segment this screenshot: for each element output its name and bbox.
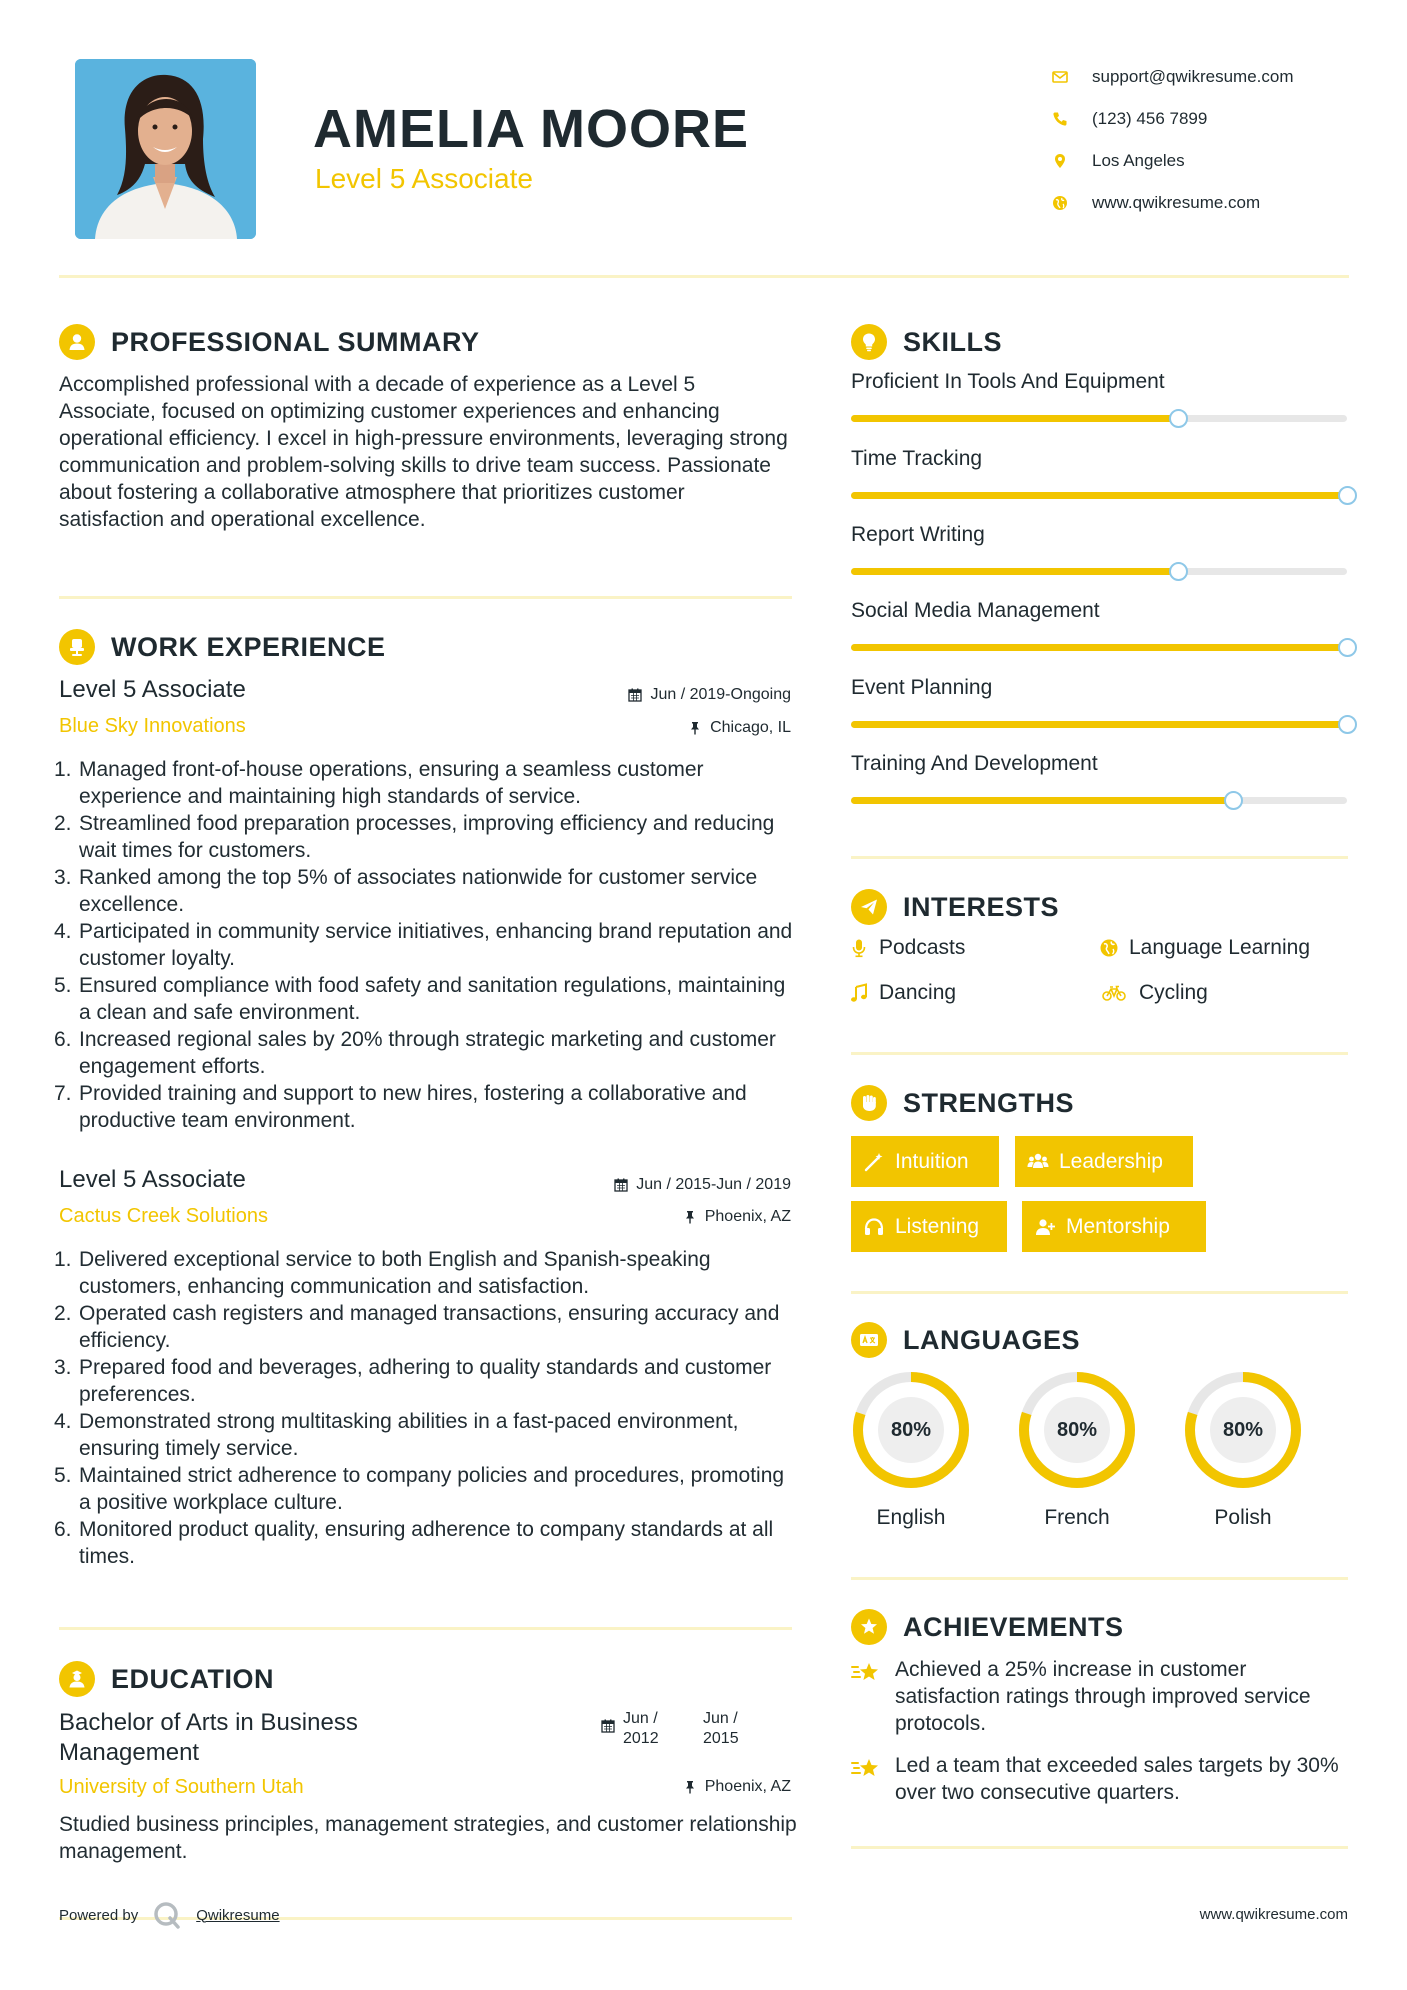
contact-location	[1050, 140, 1380, 182]
list-item: 1. Delivered exceptional service to both English and Spanish-speaking customers, enhancing communication and satisfaction.	[54, 1248, 711, 1298]
graduate-icon	[59, 1661, 95, 1697]
skill-item	[851, 523, 1351, 550]
globe-icon	[1052, 195, 1068, 211]
lightbulb-icon	[851, 324, 887, 360]
skill-track	[851, 797, 1347, 804]
skill-item	[851, 676, 1351, 703]
skill-label: Report Writing	[851, 523, 985, 546]
education-start-year: 2012	[623, 1730, 659, 1747]
job-2-date	[614, 1176, 791, 1194]
skill-label: Social Media Management	[851, 599, 1100, 622]
work-heading	[59, 629, 386, 665]
skill-label: Proficient In Tools And Equipment	[851, 370, 1165, 393]
interest-label: Dancing	[879, 981, 957, 1004]
list-item: 1. Managed front-of-house operations, ensuring a seamless customer experience and maintaining high standards of service.	[54, 758, 704, 808]
contact-website-text: www.qwikresume.com	[1092, 193, 1261, 212]
list-item: 2. Streamlined food preparation processes, improving efficiency and reducing wait times for customers.	[54, 812, 775, 862]
contact-email-text: support@qwikresume.com	[1092, 67, 1294, 86]
skill-label: Training And Development	[851, 752, 1098, 775]
skill-knob	[1338, 715, 1357, 734]
briefcase-chair-icon	[59, 629, 95, 665]
work-divider	[59, 1627, 792, 1630]
list-item: 5. Ensured compliance with food safety and sanitation regulations, maintaining a clean and safe environment.	[54, 974, 786, 1024]
education-location	[683, 1778, 791, 1796]
strength-label: Intuition	[895, 1149, 969, 1173]
raised-fist-icon	[851, 1085, 887, 1121]
user-icon	[59, 324, 95, 360]
footer-powered-by	[59, 1900, 280, 1930]
skill-item	[851, 447, 1351, 474]
list-item: 4. Demonstrated strong multitasking abilities in a fast-paced environment, ensuring timely service.	[54, 1410, 739, 1460]
job-1-responsibilities	[54, 756, 799, 1134]
skill-fill	[851, 568, 1178, 575]
languages-divider	[851, 1577, 1348, 1580]
education-date	[601, 1709, 739, 1749]
contact-location-text: Los Angeles	[1092, 151, 1185, 170]
summary-title: PROFESSIONAL SUMMARY	[111, 326, 480, 357]
shooting-star-icon	[851, 1659, 881, 1687]
pushpin-icon	[683, 1780, 697, 1794]
skill-fill	[851, 415, 1178, 422]
interests-divider	[851, 1052, 1348, 1055]
skill-label: Time Tracking	[851, 447, 983, 470]
skills-title: SKILLS	[903, 326, 1003, 357]
headphones-icon	[863, 1216, 885, 1238]
job-2-location-text: Phoenix, AZ	[704, 1208, 791, 1225]
strength-tag	[1015, 1136, 1193, 1187]
job-2-location	[683, 1208, 791, 1226]
languages-title: LANGUAGES	[903, 1324, 1081, 1355]
profile-photo	[75, 59, 256, 239]
achievement-item	[851, 1752, 1351, 1806]
achievements-divider	[851, 1846, 1348, 1849]
music-note-icon	[849, 983, 869, 1003]
list-item: 3. Ranked among the top 5% of associates nationwide for customer service excellence.	[54, 866, 758, 916]
strength-tag	[1022, 1201, 1206, 1252]
qwikresume-link[interactable]: Qwikresume	[196, 1906, 280, 1924]
powered-by-text: Powered by	[59, 1906, 139, 1924]
achievements-title: ACHIEVEMENTS	[903, 1611, 1124, 1642]
skill-item	[851, 370, 1351, 397]
achievement-text: Led a team that exceeded sales targets by 30% over two consecutive quarters.	[895, 1754, 1339, 1804]
skill-track	[851, 644, 1347, 651]
achievement-item	[851, 1656, 1351, 1737]
list-item: 5. Maintained strict adherence to company policies and procedures, promoting a positive workplace culture.	[54, 1464, 785, 1514]
strength-tag	[851, 1201, 1007, 1252]
interest-item	[1099, 936, 1310, 960]
calendar-icon	[601, 1719, 615, 1733]
job-1-location	[688, 719, 791, 737]
magic-wand-icon	[863, 1151, 885, 1173]
star-badge-icon	[851, 1609, 887, 1645]
job-1-title: Level 5 Associate	[59, 676, 246, 703]
language-item	[1181, 1368, 1305, 1530]
paper-plane-icon	[851, 889, 887, 925]
header-divider	[59, 275, 1349, 278]
interests-title: INTERESTS	[903, 891, 1060, 922]
work-title: WORK EXPERIENCE	[111, 631, 386, 662]
education-end-month: Jun /	[703, 1710, 738, 1727]
education-text: Studied business principles, management strategies, and customer relationship management.	[59, 1813, 797, 1863]
job-2-date-text: Jun / 2015-Jun / 2019	[636, 1176, 791, 1193]
skill-label: Event Planning	[851, 676, 993, 699]
language-percent: 80%	[1222, 1418, 1264, 1441]
skill-fill	[851, 797, 1233, 804]
calendar-icon	[614, 1178, 628, 1192]
skill-item	[851, 752, 1351, 779]
job-1-date-text: Jun / 2019-Ongoing	[650, 686, 791, 703]
job-1-date	[628, 686, 791, 704]
shooting-star-icon	[851, 1755, 881, 1783]
list-item: 2. Operated cash registers and managed transactions, ensuring accuracy and efficiency.	[54, 1302, 780, 1352]
interest-label: Podcasts	[879, 936, 966, 959]
skill-knob	[1338, 486, 1357, 505]
contact-list	[1050, 56, 1380, 224]
interest-item	[1099, 981, 1208, 1005]
language-percent: 80%	[1056, 1418, 1098, 1441]
language-item	[1015, 1368, 1139, 1530]
interest-label: Cycling	[1139, 981, 1208, 1004]
map-pin-icon	[1052, 153, 1068, 169]
summary-text: Accomplished professional with a decade of experience as a Level 5 Associate, focused on optimizing customer experiences and enhancing operational efficiency. I excel in high-pressure environments, leveraging strong communication and problem-solving skills to drive team success. Passionate about fostering a collaborative atmosphere that prioritizes customer satisfaction and operational excellence.	[59, 373, 788, 531]
phone-icon	[1052, 111, 1068, 127]
list-item: 3. Prepared food and beverages, adhering to quality standards and customer preferences.	[54, 1356, 772, 1406]
language-percent: 80%	[890, 1418, 932, 1441]
summary-divider	[59, 596, 792, 599]
envelope-icon	[1052, 69, 1068, 85]
job-2-title: Level 5 Associate	[59, 1166, 246, 1193]
language-item	[849, 1368, 973, 1530]
list-item: 6. Monitored product quality, ensuring adherence to company standards at all times.	[54, 1518, 774, 1568]
degree-title	[59, 1708, 499, 1768]
education-title: EDUCATION	[111, 1663, 274, 1694]
language-icon	[851, 1322, 887, 1358]
interest-label: Language Learning	[1129, 936, 1311, 959]
strengths-divider	[851, 1291, 1348, 1294]
list-item: 4. Participated in community service initiatives, enhancing brand reputation and customer loyalty.	[54, 920, 793, 970]
list-item: 7. Provided training and support to new hires, fostering a collaborative and productive team environment.	[54, 1082, 747, 1132]
degree-line-1: Bachelor of Arts in Business	[59, 1709, 358, 1736]
bicycle-icon	[1099, 983, 1129, 1003]
pushpin-icon	[683, 1210, 697, 1224]
strength-label: Listening	[895, 1214, 980, 1238]
contact-website[interactable]	[1050, 182, 1380, 224]
list-item: 6. Increased regional sales by 20% through strategic marketing and customer engagement efforts.	[54, 1028, 776, 1078]
skill-knob	[1224, 791, 1243, 810]
skill-track	[851, 568, 1347, 575]
job-1-location-text: Chicago, IL	[710, 719, 791, 736]
skills-heading	[851, 324, 1002, 360]
job-2-responsibilities	[54, 1246, 799, 1570]
skill-track	[851, 721, 1347, 728]
strengths-title: STRENGTHS	[903, 1087, 1075, 1118]
contact-phone-text: (123) 456 7899	[1092, 109, 1208, 128]
languages-heading	[851, 1322, 1080, 1358]
skill-knob	[1169, 409, 1188, 428]
language-name: English	[876, 1506, 946, 1529]
language-name: French	[1044, 1506, 1110, 1529]
skill-track	[851, 415, 1347, 422]
skill-track	[851, 492, 1347, 499]
strengths-heading	[851, 1085, 1074, 1121]
language-name: Polish	[1214, 1506, 1272, 1529]
school-name: University of Southern Utah	[59, 1776, 304, 1798]
interest-item	[849, 981, 956, 1005]
footer-url[interactable]: www.qwikresume.com	[1199, 1906, 1348, 1923]
education-end-year: 2015	[703, 1730, 739, 1747]
user-plus-icon	[1034, 1216, 1056, 1238]
strength-label: Leadership	[1059, 1149, 1163, 1173]
contact-email[interactable]	[1050, 56, 1380, 98]
calendar-icon	[628, 688, 642, 702]
skill-fill	[851, 721, 1347, 728]
contact-phone[interactable]	[1050, 98, 1380, 140]
strength-tag	[851, 1136, 999, 1187]
achievement-text: Achieved a 25% increase in customer satisfaction ratings through improved service protocols.	[895, 1658, 1311, 1735]
strength-label: Mentorship	[1066, 1214, 1170, 1238]
summary-heading	[59, 324, 480, 360]
achievements-heading	[851, 1609, 1124, 1645]
skill-item	[851, 599, 1351, 626]
globe-icon	[1099, 938, 1119, 958]
job-2-company: Cactus Creek Solutions	[59, 1205, 268, 1227]
education-location-text: Phoenix, AZ	[704, 1778, 791, 1795]
pushpin-icon	[688, 721, 702, 735]
interests-heading	[851, 889, 1059, 925]
skill-knob	[1169, 562, 1188, 581]
microphone-icon	[849, 938, 869, 958]
candidate-role: Level 5 Associate	[315, 163, 533, 194]
users-icon	[1027, 1151, 1049, 1173]
education-start-month: Jun /	[623, 1710, 658, 1727]
interest-item	[849, 936, 965, 960]
education-heading	[59, 1661, 274, 1697]
skill-knob	[1338, 638, 1357, 657]
skill-fill	[851, 492, 1347, 499]
skill-fill	[851, 644, 1347, 651]
degree-line-2: Management	[59, 1739, 200, 1766]
job-1-company: Blue Sky Innovations	[59, 715, 246, 737]
skills-divider	[851, 856, 1348, 859]
qwikresume-logo-icon	[152, 1900, 182, 1930]
candidate-name: AMELIA MOORE	[313, 99, 749, 159]
